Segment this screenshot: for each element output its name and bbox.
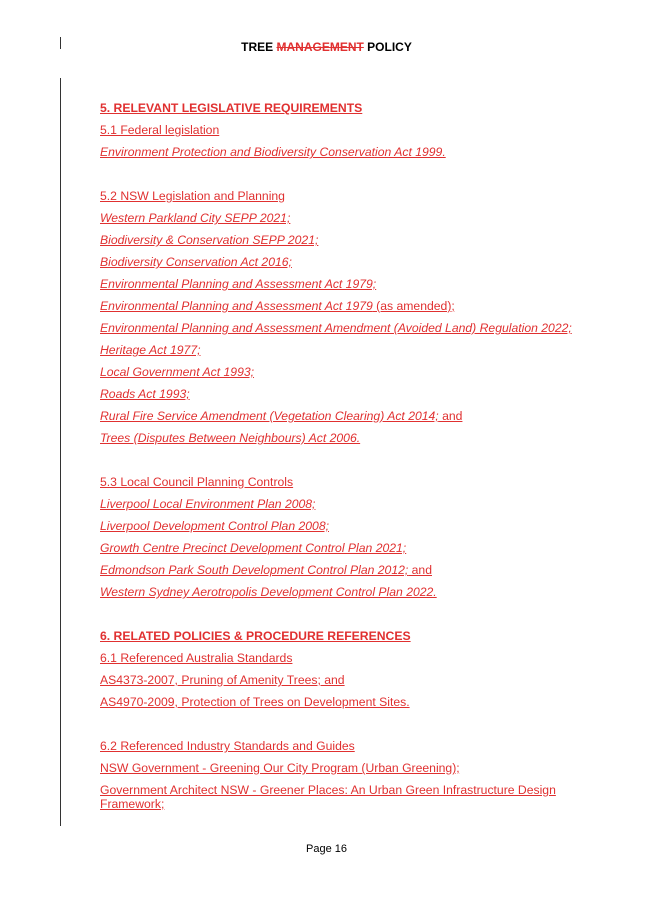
list-item (100, 409, 592, 423)
subsection-heading: 6.2 Referenced Industry Standards and Guides (100, 739, 355, 753)
list-item-text: Environmental Planning and Assessment Act 1979 (100, 299, 373, 313)
list-item: Biodiversity & Conservation SEPP 2021; (100, 233, 319, 247)
list-item: Western Sydney Aerotropolis Development Control Plan 2022. (100, 585, 437, 599)
subsection-heading: 5.3 Local Council Planning Controls (100, 475, 294, 489)
change-bar (60, 78, 61, 826)
subsection-heading: 5.1 Federal legislation (100, 123, 220, 137)
list-item-text: and (408, 563, 432, 577)
list-item: Environmental Planning and Assessment Act 1979; (100, 277, 377, 291)
subsection-heading: 6.1 Referenced Australia Standards (100, 651, 293, 665)
section-heading: 6. RELATED POLICIES & PROCEDURE REFERENCES (100, 629, 411, 643)
list-item-text: (as amended); (372, 299, 455, 313)
header-text: POLICY (367, 40, 412, 54)
document-body (100, 101, 592, 811)
header-deleted-text: MANAGEMENT (276, 40, 364, 54)
list-item: Growth Centre Precinct Development Control Plan 2021; (100, 541, 407, 555)
list-item: Heritage Act 1977; (100, 343, 201, 357)
page-number: Page 16 (306, 843, 347, 855)
list-item: Western Parkland City SEPP 2021; (100, 211, 291, 225)
list-item: Government Architect NSW - Greener Places: An Urban Green Infrastructure Design Framework; (100, 783, 556, 811)
list-item: Environmental Planning and Assessment Amendment (Avoided Land) Regulation 2022; (100, 321, 572, 335)
list-item: Environment Protection and Biodiversity Conservation Act 1999. (100, 145, 446, 159)
list-item: Roads Act 1993; (100, 387, 190, 401)
list-item: NSW Government - Greening Our City Program (Urban Greening); (100, 761, 460, 775)
list-item-text: and (438, 409, 463, 423)
list-item (100, 299, 592, 313)
page-header (0, 40, 653, 54)
section-heading: 5. RELEVANT LEGISLATIVE REQUIREMENTS (100, 101, 363, 115)
list-item: Biodiversity Conservation Act 2016; (100, 255, 292, 269)
list-item: Local Government Act 1993; (100, 365, 255, 379)
list-item: Liverpool Local Environment Plan 2008; (100, 497, 316, 511)
list-item (100, 563, 592, 577)
list-item-text: Rural Fire Service Amendment (Vegetation Clearing) Act 2014; (100, 409, 439, 423)
list-item: AS4373-2007, Pruning of Amenity Trees; and (100, 673, 345, 687)
header-text: TREE (241, 40, 274, 54)
list-item: Trees (Disputes Between Neighbours) Act 2006. (100, 431, 361, 445)
subsection-heading: 5.2 NSW Legislation and Planning (100, 189, 285, 203)
list-item: AS4970-2009, Protection of Trees on Development Sites. (100, 695, 410, 709)
list-item: Liverpool Development Control Plan 2008; (100, 519, 329, 533)
list-item-text: Edmondson Park South Development Control Plan 2012; (100, 563, 409, 577)
